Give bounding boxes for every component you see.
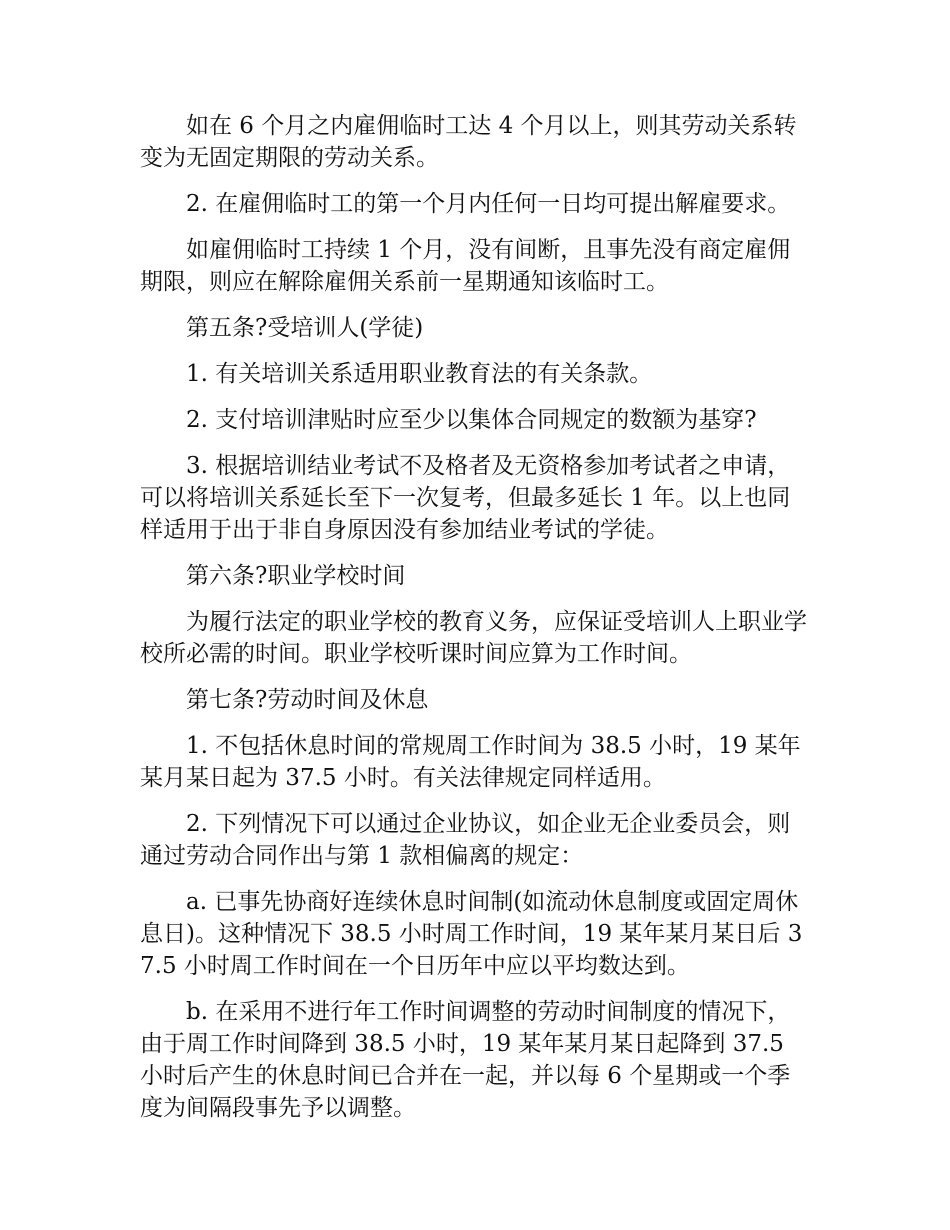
paragraph: 1. 有关培训关系适用职业教育法的有关条款。 (186, 361, 653, 387)
paragraph: 如雇佣临时工持续 1 个月，没有间断，且事先没有商定雇佣期限，则应在解除雇佣关系前一星期通知该临时工。 (140, 237, 791, 295)
paragraph: 2. 在雇佣临时工的第一个月内任何一日均可提出解雇要求。 (186, 191, 791, 217)
section-heading: 第五条?受培训人(学徒) (186, 315, 424, 341)
document-body (140, 110, 812, 1138)
paragraph: 3. 根据培训结业考试不及格者及无资格参加考试者之申请，可以将培训关系延长至下一次复考，但最多延长 1 年。以上也同样适用于出于非自身原因没有参加结业考试的学徒。 (140, 453, 791, 543)
paragraph: 2. 支付培训津贴时应至少以集体合同规定的数额为基穿? (186, 407, 757, 433)
paragraph: b. 在采用不进行年工作时间调整的劳动时间制度的情况下，由于周工作时间降到 38.5 小时，19 某年某月某日起降到 37.5 小时后产生的休息时间已合并在一起，并以每 6 个星期或一个季度为间隔段事先予以调整。 (140, 999, 791, 1121)
section-heading: 第七条?劳动时间及休息 (186, 687, 429, 713)
paragraph: a. 已事先协商好连续休息时间制(如流动休息制度或固定周休息日)。这种情况下 38.5 小时周工作时间，19 某年某月某日后 37.5 小时周工作时间在一个日历年中应以平均数达到。 (140, 889, 803, 979)
paragraph: 如在 6 个月之内雇佣临时工达 4 个月以上，则其劳动关系转变为无固定期限的劳动关系。 (140, 113, 797, 171)
section-heading: 第六条?职业学校时间 (186, 563, 406, 589)
paragraph: 1. 不包括休息时间的常规周工作时间为 38.5 小时，19 某年某月某日起为 37.5 小时。有关法律规定同样适用。 (140, 733, 801, 791)
paragraph: 为履行法定的职业学校的教育义务，应保证受培训人上职业学校所必需的时间。职业学校听课时间应算为工作时间。 (140, 609, 807, 667)
paragraph: 2. 下列情况下可以通过企业协议，如企业无企业委员会，则通过劳动合同作出与第 1 款相偏离的规定： (140, 811, 791, 869)
